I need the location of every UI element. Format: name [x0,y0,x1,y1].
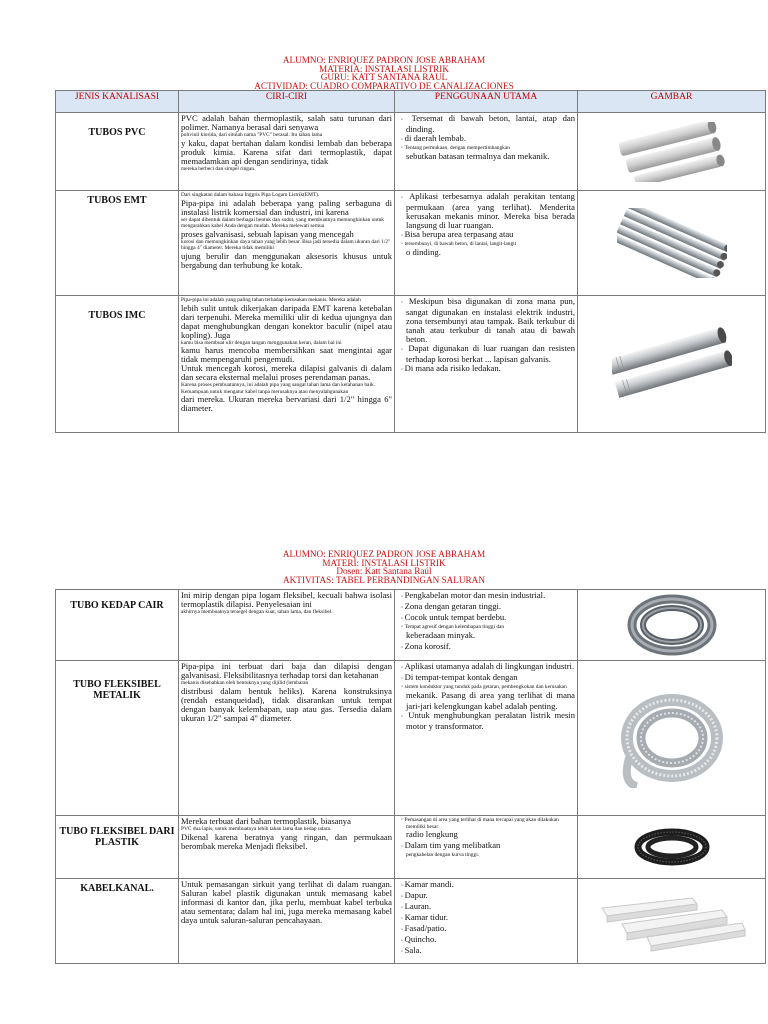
cable-channel-icon [597,890,747,952]
description-line: kamu bisa membuat ulir dengan tangan menggunakan keran, dalam hal ini [181,339,342,346]
usage-item: ◦ Aplikasi utamanya adalah di lingkungan industri. [397,662,575,673]
usage-item: radio lengkung [406,829,458,840]
header-bottom [0,550,768,584]
description-line: Dari singkatan dalam bahasa Inggris Pipa Logam Listrik(EMT). [181,192,320,198]
pvc-pipes-image [578,113,766,191]
row-name: TUBOS IMC [56,296,179,433]
table-row [56,816,766,879]
usage-item: ◦ Kamar mandi. [397,880,575,891]
row-usage [395,661,578,816]
description-line: y kaku, dapat bertahan dalam kondisi lembab dan beberapa produk kimia. Karena sifat dari termoplastik, dapat memadamkan api dengan sendirinya, tidak [181,137,392,166]
cable-channel-image [578,879,766,964]
emt-tubes-icon [617,208,727,278]
table-row [56,879,766,964]
usage-item: ◦ Dapat digunakan di luar ruangan dan resisten terhadap korosi berkat ... lapisan galvanis. [397,344,575,364]
row-name: TUBOS PVC [56,113,179,191]
row-usage [395,590,578,661]
flex-plastic-coil-icon [632,826,712,868]
usage-item: ◦ Tempat agresif dengan kelembapan tinggi dan [397,624,575,631]
description-line: Dikenal karena beratnya yang ringan, dan permukaan berombak mereka Menjadi fleksibel. [181,831,392,851]
usage-item: pengkabelan dengan kurva tinggi. [406,852,480,859]
usage-item: ◦ Quincho. [397,935,575,946]
description-line: Mereka terbuat dari bahan termoplastik, biasanya [181,816,351,826]
usage-item: ◦ Fasad/patio. [397,924,575,935]
col-header-main-use: PENGGUNAAN UTAMA [395,91,578,113]
description-line: PVC adalah bahan thermoplastik, salah satu turunan dari polimer. Namanya berasal dari senyawa [181,113,392,132]
row-description [179,590,395,661]
row-description [179,816,395,879]
usage-item: ◦ Pengkabelan motor dan mesin industrial. [397,591,575,602]
col-header-characteristics: CIRI-CIRI [179,91,395,113]
imc-conduit-icon [612,324,732,404]
description-line: Pipa-pipa ini terbuat dari baja dan dilapisi dengan galvanisasi. Fleksibilitasnya terhadap torsi dan ketahanan [181,661,392,680]
table-row [56,590,766,661]
usage-item: ◦ Untuk menghubungkan peralatan listrik mesin motor y transformator. [397,711,575,731]
subject-line: MATERI: INSTALASI LISTRIK [322,557,446,568]
col-header-type: JENIS KANALISASI [56,91,179,113]
usage-item: ◦ Kamar tidur. [397,913,575,924]
description-line: polivinil klorida, dari situlah nama "PVC" berasal. Itu tahan lama [181,132,323,138]
header-top [0,56,768,90]
description-line: Untuk mencegah korosi, mereka dilapisi galvanis di dalam dan secara eksternal melalui proses perendaman panas. [181,363,392,383]
usage-item: sebutkan batasan termalnya dan mekanik. [406,150,550,161]
row-usage [395,191,578,296]
imc-conduit-image [578,296,766,433]
usage-item: ◦ Meskipun bisa digunakan di zona mana pun, sangat digunakan en instalasi elektrik industri, zona tersembunyi atau tampak. Baik terkubur di tanah atau terkubur di tanah atau di bawah beton. [397,297,575,344]
description-line: Karena proses pembuatannya, ini adalah pipa yang sangat tahan lama dan ketahanan baik. Kemampuan untuk mengatur kabel tanpa merusaknya atau menyalahgunakan [181,382,375,395]
teacher-line: Dosen: Katt Santana Raúl [336,566,432,577]
usage-item: ◦ Tersemat di bawah beton, lantai, atap dan dinding. [397,114,575,134]
row-name: TUBO KEDAP CAIR [56,590,179,661]
description-line: lebih sulit untuk dikerjakan daripada EMT karena ketebalan dari terpenuhi. Mereka memiliki ulir di kedua ujungnya dan dapat menghubungkan dengan konektor baculir (nipel atau kopling). Juga [181,302,392,340]
description-line: distribusi dalam bentuk heliks). Karena konstruksinya (rendah estanqueidad), tidak disarankan untuk tempat dengan banyak kelembapan, uap atau gas. Tersedia dalam ukuran 1/2" sampai 4" diameter. [181,685,392,723]
liquidtight-coil-image [578,590,766,661]
description-line: korosi dan memungkinkan daya tahan yang lebih besar. Bisa jadi tersedia dalam ukuran dari 1/2" hingga 4" diameter. Mereka tidak memiliki [181,238,391,252]
comparison-table-1 [55,90,766,433]
emt-tubes-image [578,191,766,296]
description-line: akhirnya membuatnya tersegel dengan kuat, tahan lama, dan fleksibel. [181,609,333,615]
usage-item: ◦ tersembunyi, di bawah beton, di lantai, langit-langit [397,241,575,248]
description-line: ujung berulir dan menggunakan aksesoris khusus untuk bergabung dan terhubung ke kotak. [181,250,392,270]
usage-item: ◦ Aplikasi terbesarnya adalah perakitan tentang permukaan (area yang terlihat). Menderita kerusakan mekanis minor. Mereka bisa berada langsung di luar ruangan. [397,192,575,230]
row-name: TUBO FLEKSIBEL METALIK [56,661,179,816]
usage-item: keberadaan minyak. [406,629,476,640]
description-line: proses galvanisasi, sebuah lapisan yang mencegah [181,228,354,239]
usage-item: ◦ di daerah lembab. [397,134,575,145]
flex-metal-coil-icon [617,688,727,788]
usage-item: ◦ Di tempat-tempat kontak dengan [397,673,575,684]
description-line: dari mereka. Ukuran mereka bervariasi dari 1/2" hingga 6" diameter. [181,394,392,414]
row-description [179,296,395,433]
row-usage [395,296,578,433]
table-row [56,296,766,433]
flex-metal-coil-image [578,661,766,816]
activity-line: AKTIVITAS: TABEL PERBANDINGAN SALURAN [283,574,485,585]
description-line: mereka berbeci dan simpel ringan. [181,165,256,172]
row-usage [395,879,578,964]
subject-line: MATERIA: INSTALASI LISTRIK [319,63,449,74]
activity-line: ACTIVIDAD: CUADRO COMPARATIVO DE CANALIZACIONES [254,80,514,91]
usage-item: ◦ Dalam tim yang melibatkan [397,841,575,852]
comparison-table-2 [55,589,766,964]
flex-plastic-coil-image [578,816,766,879]
description-line: kamu harus mencoba membersihkan saat mengintai agar tidak mempengaruhi pengemudi. [181,345,392,365]
description-line: ser dapat dibentuk dalam berbagai bentuk dan sudut, yang membuatnya memungkinkan untuk mengarahkan kabel Anda dengan mudah. Mereka melewati semua [181,216,384,230]
usage-item: ◦ Cocok untuk tempat berdebu. [397,613,575,624]
usage-item: mekanik. Pasang di area yang terlihat di mana jari-jari kelengkungan kabel adalah penting. [406,689,575,711]
description-line: Untuk pemasangan sirkuit yang terlihat di dalam ruangan. Saluran kabel plastik digunakan untuk memasang kabel informasi di kantor dan, jika perlu, membuat kabel terbuka atau sementara; dalam hal ini, juga mereka memasang kabel daya untuk saluran-saluran pencahayaan. [181,879,392,925]
table-row [56,661,766,816]
description-line: Pipa-pipa ini adalah beberapa yang paling serbaguna di instalasi listrik komersial dan industri, ini karena [181,197,392,217]
row-description [179,113,395,191]
usage-item: ◦ Dapur. [397,891,575,902]
usage-item: ◦ Sala. [397,946,575,957]
row-name: TUBO FLEKSIBEL DARI PLASTIK [56,816,179,879]
description-line: PVC dua lapis, untuk membuatnya lebih tahan lama dan kedap udara. [181,826,332,832]
row-description [179,191,395,296]
description-line: mekanis disebabkan oleh bentuknya yang dijilid (lembaran [181,680,309,686]
usage-item: ◦ Lauran. [397,902,575,913]
row-description [179,879,395,964]
usage-item: o dinding. [406,246,441,257]
table-row [56,191,766,296]
usage-item: ◦ Di mana ada risiko ledakan. [397,364,575,375]
row-usage [395,816,578,879]
usage-item: ◦ Bisa berupa area terpasang atau [397,230,575,241]
usage-item: ◦ Tentang permukaan, dengan mempertimbangkan [397,145,575,152]
usage-item: ◦ Pemasangan di area yang terlihat di mana tercapai yang akan dilakukan memiliki besar [397,817,575,830]
row-description [179,661,395,816]
table-row [56,113,766,191]
teacher-line: GURU: KATT SANTANA RAUL [320,72,448,83]
usage-item: ◦ Zona korosif. [397,642,575,653]
liquidtight-coil-icon [627,594,717,656]
description-line: Pipa-pipa ini adalah yang paling tahan terhadap kerusakan mekanis. Mereka adalah [181,297,361,303]
description-line: Ini mirip dengan pipa logam fleksibel, kecuali bahwa isolasi termoplastik dilapisi. Penyelesaian ini [181,590,392,609]
col-header-image: GAMBAR [578,91,766,113]
student-line: ALUMNO: ENRIQUEZ PADRON JOSE ABRAHAM [282,549,486,559]
row-name: KABELKANAL. [56,879,179,964]
student-line: ALUMNO: ENRIQUEZ PADRON JOSE ABRAHAM [282,55,486,65]
row-usage [395,113,578,191]
usage-item: ◦ sistem konduktor yang tunduk pada getaran, pembengkokan dan kerusakan [397,684,575,691]
row-name: TUBOS EMT [56,191,179,296]
pvc-pipes-icon [617,122,727,182]
usage-item: ◦ Zona dengan getaran tinggi. [397,602,575,613]
